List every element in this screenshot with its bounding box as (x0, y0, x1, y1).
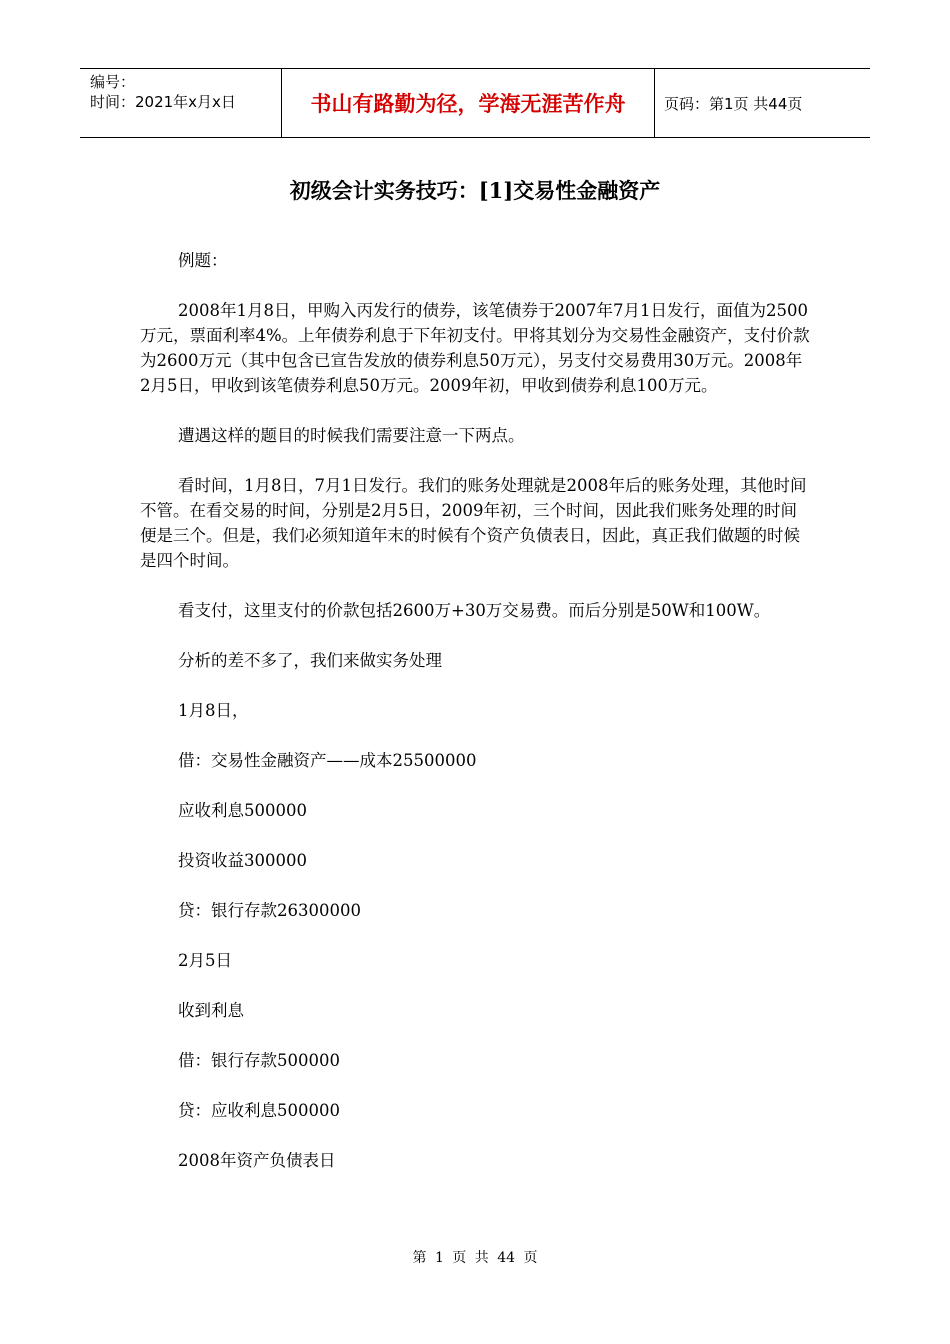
header-page-info: 页码：第1页 共44页 (664, 95, 803, 113)
entry-receive-interest: 收到利息 (178, 1001, 244, 1020)
page-footer: 第 1 页 共 44 页 (412, 1250, 538, 1266)
paragraph-problem: 2008年1月8日，甲购入丙发行的债券，该笔债券于2007年7月1日发行，面值为2500万元，票面利率4%。上年债券利息于下年初支付。甲将其划分为交易性金融资产，支付价款为2600万元（其中包含已宣告发放的债券利息50万元），另支付交易费用30万元。2008年2月5日，甲收到该笔债券利息50万元。2009年初，甲收到债券利息100万元。 (140, 301, 810, 395)
header-meta (80, 69, 280, 137)
paragraph-time-analysis: 看时间，1月8日，7月1日发行。我们的账务处理就是2008年后的账务处理，其他时间不管。在看交易的时间，分别是2月5日，2009年初，三个时间，因此我们账务处理的时间便是三个。但是，我们必须知道年末的时候有个资产负债表日，因此，真正我们做题的时候是四个时间。 (140, 476, 807, 570)
entry-debit-asset: 借：交易性金融资产——成本25500000 (178, 751, 477, 770)
page-header (80, 68, 870, 138)
entry-debit-bank: 借：银行存款500000 (178, 1051, 340, 1070)
paragraph-transition: 分析的差不多了，我们来做实务处理 (178, 651, 442, 670)
entry-credit-interest: 贷：应收利息500000 (178, 1101, 340, 1120)
entry-balance-sheet-date: 2008年资产负债表日 (178, 1151, 336, 1170)
paragraph-note: 遭遇这样的题目的时候我们需要注意一下两点。 (178, 426, 525, 445)
entry-investment-income: 投资收益300000 (178, 851, 307, 870)
entry-date-feb5: 2月5日 (178, 951, 232, 970)
date-line: 时间：2021年x月x日 (90, 93, 236, 111)
document-title: 初级会计实务技巧：[1]交易性金融资产 (289, 178, 661, 203)
document-body (140, 248, 812, 1198)
entry-date-jan8: 1月8日， (178, 701, 249, 720)
number-label: 编号： (90, 73, 136, 91)
entry-interest-receivable: 应收利息500000 (178, 801, 307, 820)
header-motto: 书山有路勤为径，学海无涯苦作舟 (281, 69, 655, 137)
paragraph-example-label: 例题： (178, 251, 228, 270)
entry-credit-bank: 贷：银行存款26300000 (178, 901, 361, 920)
paragraph-payment-analysis: 看支付，这里支付的价款包括2600万+30万交易费。而后分别是50W和100W。 (178, 601, 771, 620)
